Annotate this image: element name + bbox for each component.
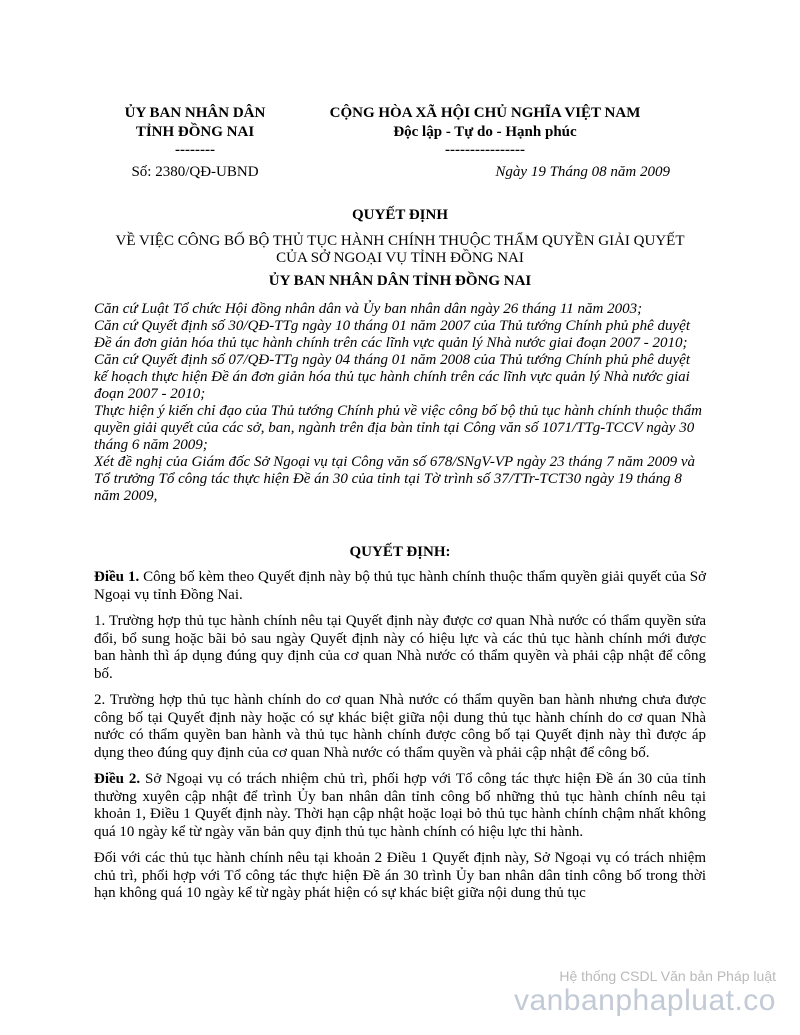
legal-basis-item: Thực hiện ý kiến chỉ đạo của Thủ tướng Chính phủ về việc công bố bộ thủ tục hành chính thuộc thẩm quyền giải quyết của các sở, ban, ngành trên địa bàn tỉnh tại Công văn số 1071/TTg-TCCV ngày 30 tháng 6 năm 2009; (94, 403, 703, 453)
article-2-paragraph-2: Đối với các thủ tục hành chính nêu tại khoản 2 Điều 1 Quyết định này, Sở Ngoại vụ có trách nhiệm chủ trì, phối hợp với Tổ công tác thực hiện Đề án 30 trình Ủy ban nhân dân tỉnh công bố trong thời hạn không quá 10 ngày kể từ ngày phát hiện có sự khác biệt giữa nội dung thủ tục (94, 850, 706, 901)
article-2 (94, 771, 706, 841)
watermark-site: vanbanphapluat.co (513, 984, 776, 1017)
document-subject (90, 233, 710, 267)
legal-basis-item: Xét đề nghị của Giám đốc Sở Ngoại vụ tại Công văn số 678/SNgV-VP ngày 23 tháng 7 năm 2009 và Tổ trưởng Tổ công tác thực hiện Đề án 30 của tỉnh tại Tờ trình số 37/TTr-TCT30 ngày 19 tháng 8 năm 2009, (94, 454, 696, 504)
article-1-label: Điều 1. (94, 569, 140, 585)
legal-bases (94, 301, 706, 505)
article-1-clause-2: 2. Trường hợp thủ tục hành chính do cơ quan Nhà nước có thẩm quyền ban hành nhưng chưa được công bố tại Quyết định này hoặc có sự khác biệt giữa nội dung thủ tục hành chính do cơ quan Nhà nước có thẩm quyền ban hành và thủ tục hành chính được công bố tại Quyết định này thì được áp dụng theo đúng quy định của cơ quan Nhà nước có thẩm quyền và phải cập nhật để công bố. (94, 692, 706, 761)
issuing-authority-separator: -------- (175, 142, 215, 158)
national-name: CỘNG HÒA XÃ HỘI CHỦ NGHĨA VIỆT NAM (329, 105, 641, 121)
article-1-clause-1: 1. Trường hợp thủ tục hành chính nêu tại Quyết định này được cơ quan Nhà nước có thẩm quyền sửa đổi, bổ sung hoặc bãi bỏ sau ngày Quyết định này có hiệu lực và các thủ tục hành chính mới được ban hành thì áp dụng đúng quy định của cơ quan Nhà nước có thẩm quyền và phải cập nhật để công bố. (94, 613, 706, 682)
watermark-caption: Hệ thống CSDL Văn bản Pháp luật (559, 968, 776, 984)
national-motto-block (300, 104, 670, 158)
subject-line-1: VỀ VIỆC CÔNG BỐ BỘ THỦ TỤC HÀNH CHÍNH THUỘC THẨM QUYỀN GIẢI QUYẾT (115, 233, 685, 249)
article-2-label: Điều 2. (94, 771, 141, 787)
article-1 (94, 569, 706, 604)
issuing-authority-line1: ỦY BAN NHÂN DÂN (124, 105, 266, 121)
legal-basis-item: Căn cứ Luật Tổ chức Hội đồng nhân dân và Ủy ban nhân dân ngày 26 tháng 11 năm 2003; (94, 301, 643, 317)
decision-body (94, 569, 706, 912)
document-number: Số: 2380/QĐ-UBND (131, 164, 259, 180)
decision-heading: QUYẾT ĐỊNH: (349, 544, 451, 560)
article-2-text: Sở Ngoại vụ có trách nhiệm chủ trì, phối hợp với Tổ công tác thực hiện Đề án 30 của tỉnh thường xuyên cập nhật để trình Ủy ban nhân dân tỉnh công bố những thủ tục hành chính nêu tại khoản 1, Điều 1 Quyết định này. Thời hạn cập nhật hoặc loại bỏ thủ tục hành chính chậm nhất không quá 10 ngày kể từ ngày văn bản quy định thủ tục hành chính có hiệu lực thi hành. (94, 771, 707, 840)
legal-basis-item: Căn cứ Quyết định số 30/QĐ-TTg ngày 10 tháng 01 năm 2007 của Thủ tướng Chính phủ phê duyệt Đề án đơn giản hóa thủ tục hành chính trên các lĩnh vực quản lý Nhà nước giai đoạn 2007 - 2010; (94, 318, 691, 351)
subject-line-2: CỦA SỞ NGOẠI VỤ TỈNH ĐỒNG NAI (276, 250, 524, 266)
national-motto-separator: ---------------- (445, 142, 525, 158)
document-date: Ngày 19 Tháng 08 năm 2009 (495, 164, 670, 180)
issuing-authority-block (100, 104, 290, 158)
article-1-text: Công bố kèm theo Quyết định này bộ thủ tục hành chính thuộc thẩm quyền giải quyết của Sở Ngoại vụ tỉnh Đồng Nai. (94, 569, 706, 603)
authority-heading: ỦY BAN NHÂN DÂN TỈNH ĐỒNG NAI (268, 273, 532, 289)
document-title: QUYẾT ĐỊNH (352, 207, 448, 223)
issuing-authority-line2: TỈNH ĐỒNG NAI (135, 124, 255, 140)
legal-basis-item: Căn cứ Quyết định số 07/QĐ-TTg ngày 04 tháng 01 năm 2008 của Thủ tướng Chính phủ phê duyệt kế hoạch thực hiện Đề án đơn giản hóa thủ tục hành chính trên các lĩnh vực quản lý Nhà nước giai đoạn 2007 - 2010; (94, 352, 691, 402)
national-motto: Độc lập - Tự do - Hạnh phúc (393, 124, 577, 140)
